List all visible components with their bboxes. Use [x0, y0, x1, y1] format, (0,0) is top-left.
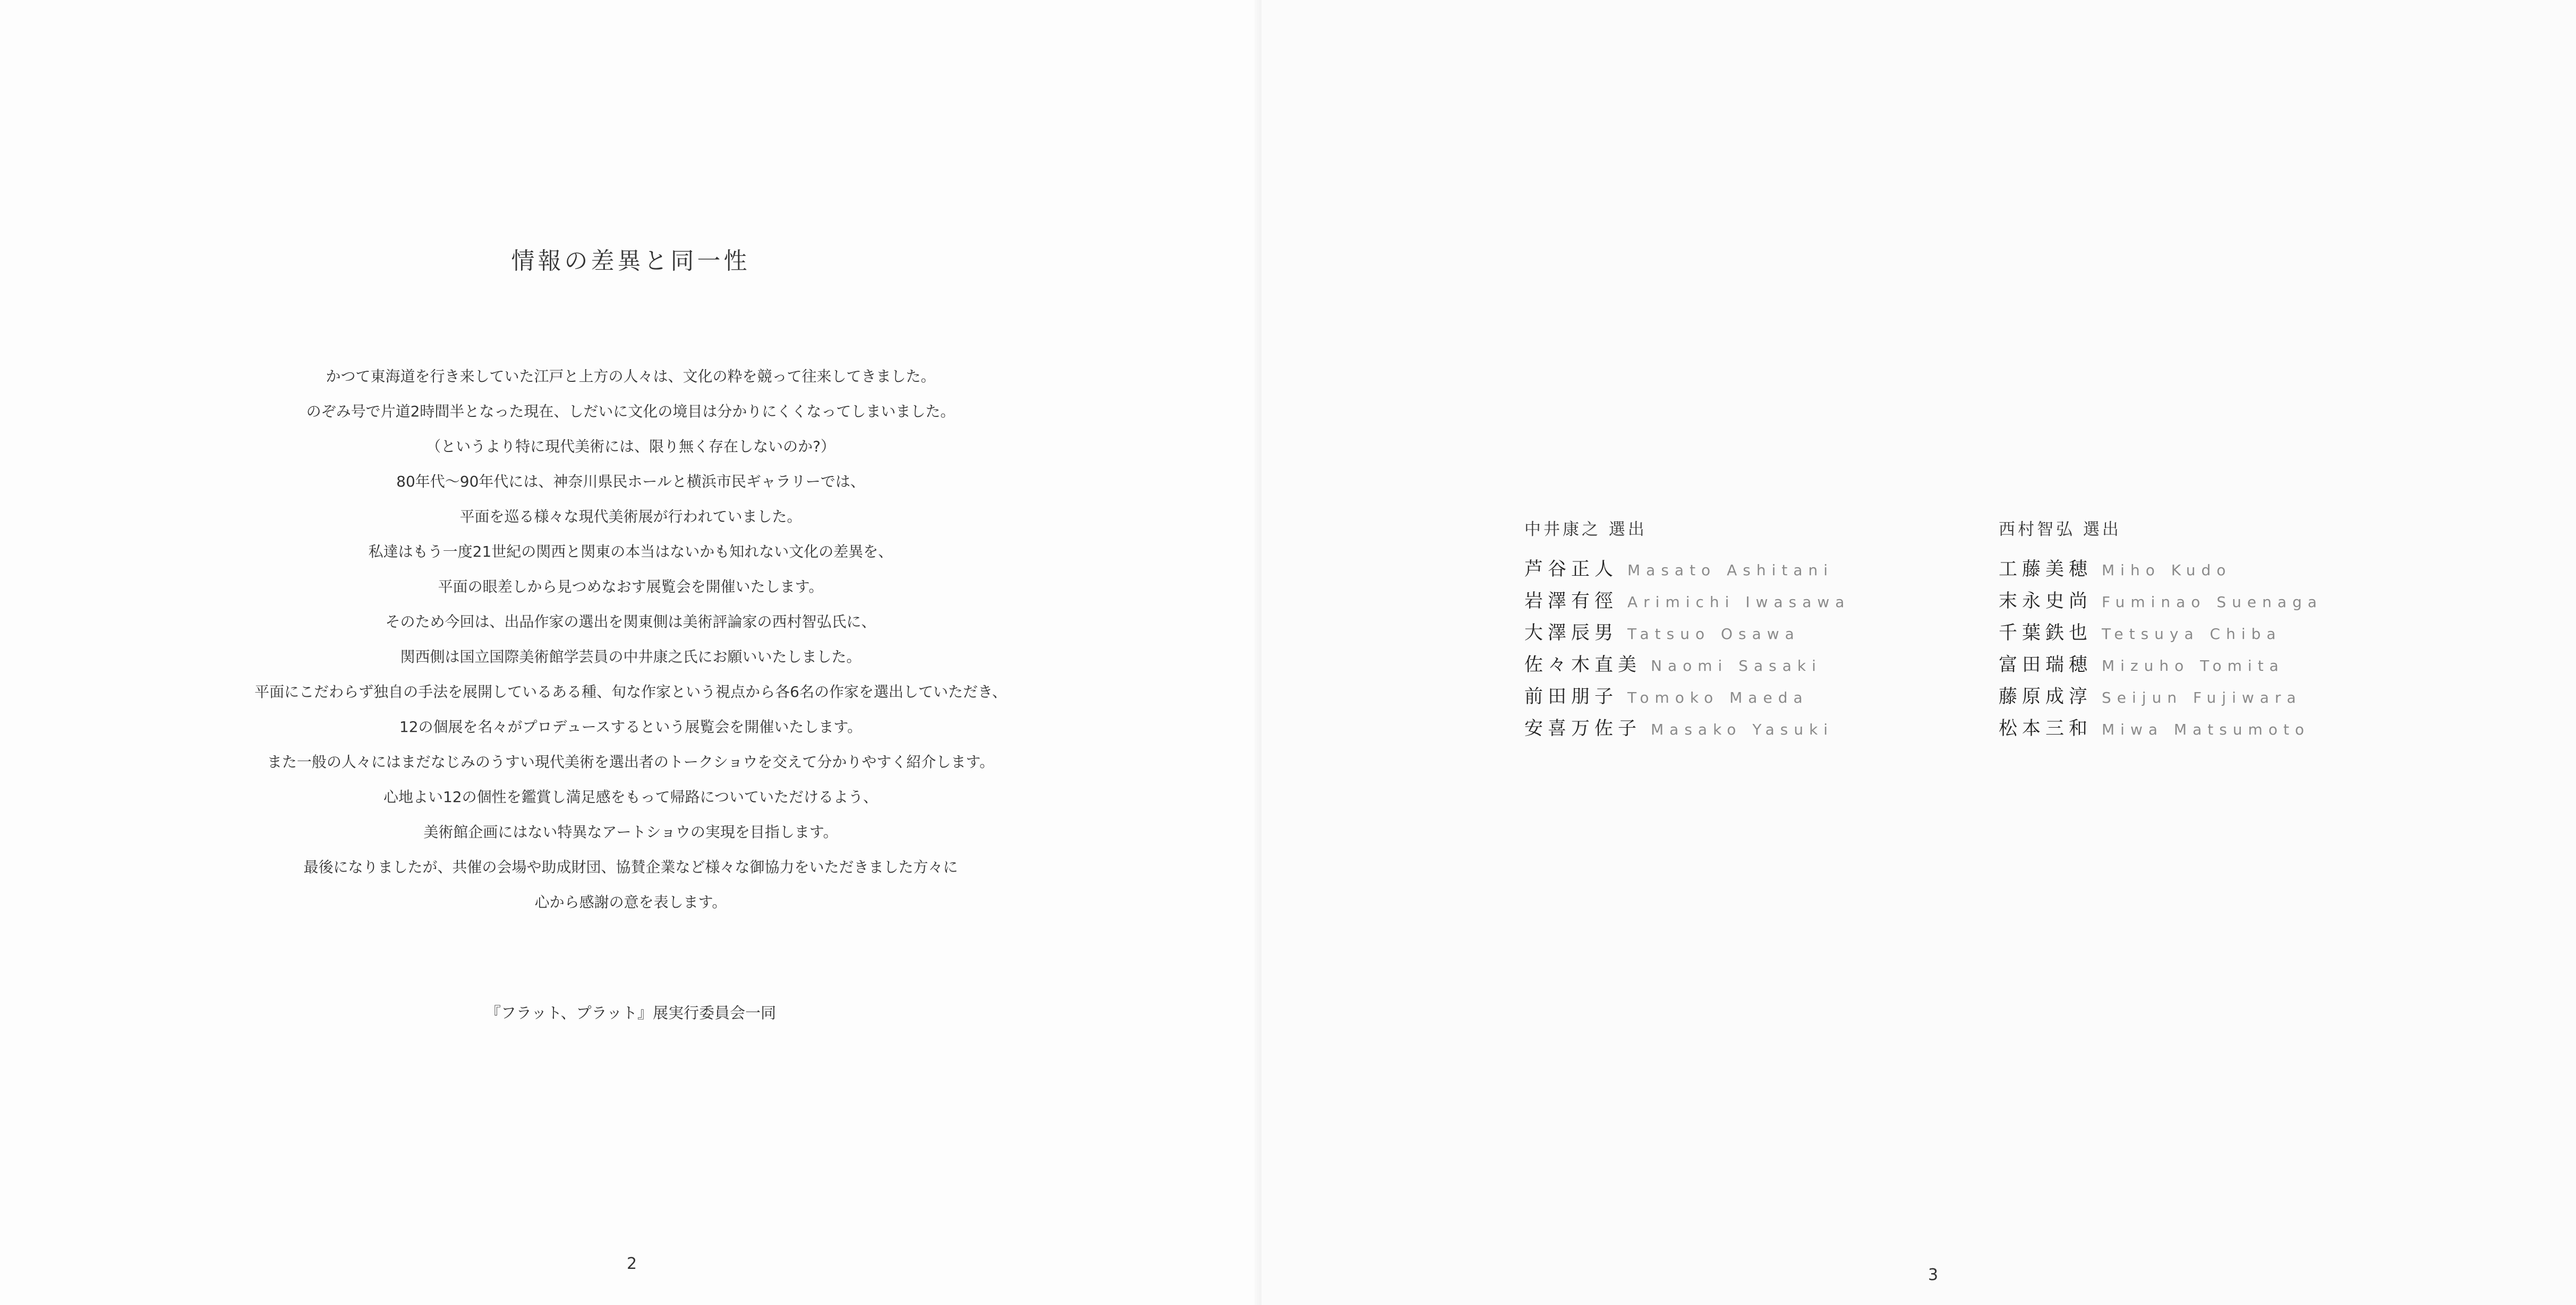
artist-name-en: Masako Yasuki	[1651, 721, 1834, 738]
artist-row	[1999, 617, 2323, 649]
essay-line: 最後になりましたが、共催の会場や助成財団、協賛企業など様々な御協力をいただきました方々に	[303, 858, 958, 876]
artist-list	[1524, 553, 1850, 745]
artist-row	[1524, 553, 1850, 585]
artist-name-en: Tomoko Maeda	[1627, 689, 1809, 706]
right-page	[1261, 0, 2576, 1305]
essay-line: 平面の眼差しから見つめなおす展覧会を開催いたします。	[438, 578, 824, 595]
artist-row	[1524, 617, 1850, 649]
artist-row	[1524, 681, 1850, 713]
essay-line: かつて東海道を行き来していた江戸と上方の人々は、文化の粋を競って往来してきました。	[326, 368, 936, 385]
artist-row	[1999, 681, 2323, 713]
artist-row	[1999, 713, 2323, 745]
essay-line: のぞみ号で片道2時間半となった現在、しだいに文化の境目は分かりにくくなってしまいました。	[306, 403, 956, 420]
essay-line: 80年代〜90年代には、神奈川県民ホールと横浜市民ギャラリーでは、	[396, 473, 865, 490]
page-number-right: 3	[1928, 1266, 1939, 1284]
artist-row	[1524, 585, 1850, 617]
artist-row	[1999, 585, 2323, 617]
selection-column-nishimura	[1999, 516, 2323, 745]
artist-name-jp: 藤原成淳	[1999, 686, 2093, 707]
essay-line: 平面にこだわらず独自の手法を展開しているある種、旬な作家という視点から各6名の作家を選出していただき、	[254, 683, 1007, 701]
essay-line: 平面を巡る様々な現代美術展が行われていました。	[459, 508, 802, 525]
artist-name-jp: 工藤美穂	[1999, 559, 2093, 580]
essay-body	[0, 363, 1261, 924]
artist-name-en: Fuminao Suenaga	[2102, 593, 2323, 611]
essay-line: 関西側は国立国際美術館学芸員の中井康之氏にお願いいたしました。	[400, 648, 861, 666]
essay-line: 美術館企画にはない特異なアートショウの実現を目指します。	[423, 823, 838, 841]
artist-name-jp: 松本三和	[1999, 718, 2093, 739]
essay-line: また一般の人々にはまだなじみのうすい現代美術を選出者のトークショウを交えて分かりやすく紹介します。	[267, 753, 995, 771]
artist-row	[1524, 713, 1850, 745]
artist-row	[1524, 649, 1850, 681]
selection-column-nakai	[1524, 516, 1850, 745]
artist-name-en: Mizuho Tomita	[2102, 657, 2284, 675]
artist-name-jp: 前田朋子	[1524, 686, 1618, 707]
artist-name-en: Tetsuya Chiba	[2102, 625, 2282, 643]
artist-row	[1999, 649, 2323, 681]
selector-heading: 西村智弘 選出	[1999, 520, 2121, 539]
essay-line: 私達はもう一度21世紀の関西と関東の本当はないかも知れない文化の差異を、	[368, 543, 893, 560]
committee-signature: 『フラット、プラット』展実行委員会一同	[485, 1004, 777, 1022]
artist-name-jp: 大澤辰男	[1524, 622, 1618, 644]
essay-line: そのため今回は、出品作家の選出を関東側は美術評論家の西村智弘氏に、	[385, 613, 876, 630]
essay-line: 心地よい12の個性を鑑賞し満足感をもって帰路についていただけるよう、	[383, 788, 878, 806]
artist-row	[1999, 553, 2323, 585]
artist-name-jp: 岩澤有徑	[1524, 591, 1618, 612]
artist-name-en: Miho Kudo	[2102, 561, 2232, 579]
artist-name-jp: 千葉鉄也	[1999, 622, 2093, 644]
artist-name-en: Masato Ashitani	[1627, 561, 1834, 579]
left-page	[0, 0, 1261, 1305]
artist-name-jp: 富田瑞穂	[1999, 654, 2093, 676]
artist-name-en: Seijun Fujiwara	[2102, 689, 2302, 706]
artist-name-en: Miwa Matsumoto	[2102, 721, 2310, 738]
essay-line: （というより特に現代美術には、限り無く存在しないのか?）	[426, 438, 835, 455]
page-number-left: 2	[627, 1255, 637, 1273]
artist-name-en: Arimichi Iwasawa	[1627, 593, 1850, 611]
essay-line: 12の個展を名々がプロデュースするという展覧会を開催いたします。	[399, 718, 863, 736]
artist-list	[1999, 553, 2323, 745]
artist-name-en: Naomi Sasaki	[1651, 657, 1822, 675]
artist-name-jp: 末永史尚	[1999, 591, 2093, 612]
artist-name-jp: 芦谷正人	[1524, 559, 1618, 580]
selector-heading: 中井康之 選出	[1524, 520, 1647, 539]
artist-name-jp: 佐々木直美	[1524, 654, 1642, 676]
artist-name-jp: 安喜万佐子	[1524, 718, 1642, 739]
artist-name-en: Tatsuo Osawa	[1627, 625, 1800, 643]
essay-line: 心から感謝の意を表します。	[534, 893, 727, 911]
essay-title: 情報の差異と同一性	[511, 248, 750, 275]
